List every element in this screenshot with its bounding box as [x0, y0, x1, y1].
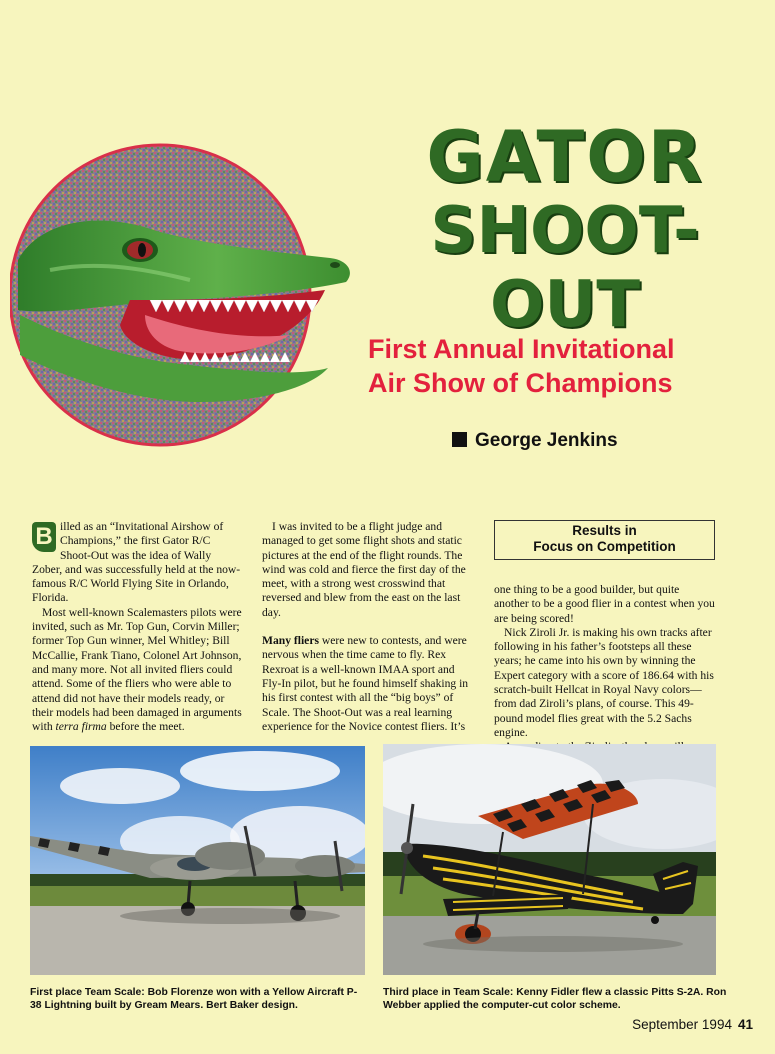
- text-column-2: [262, 520, 474, 734]
- title-line-2: SHOOT-OUT: [430, 194, 700, 342]
- p38-photo: [30, 746, 365, 975]
- paragraph: one thing to be a good builder, but quite another to be a good flier in a contest when you are being scored!: [494, 583, 715, 625]
- byline: [452, 430, 618, 452]
- photo-caption-1: First place Team Scale: Bob Florenze won with a Yellow Aircraft P-38 Lightning built by Gream Mears. Bert Baker design.: [30, 987, 358, 1011]
- drop-cap: B: [32, 522, 56, 552]
- byline-square-icon: [452, 432, 467, 447]
- paragraph: B illed as an “Invitational Airshow of Champions,” the first Gator R/C Shoot-Out was the idea of Wally Zober, and was successfully held at the now-famous R/C World Flying Site in Orlando, Florida.: [32, 520, 241, 605]
- paragraph: I was invited to be a flight judge and managed to get some flight shots and static pictures at the end of the flight rounds. The wind was cold and fierce the first day of the meet, with a strong west crosswind that reversed and blew from the east on the last day.: [262, 520, 466, 619]
- subtitle-line-1: First Annual Invitational: [368, 334, 675, 364]
- photo-caption-2: Third place in Team Scale: Kenny Fidler flew a classic Pitts S-2A. Ron Webber applied the computer-cut color scheme.: [383, 987, 727, 1011]
- paragraph: Most well-known Scalemasters pilots were invited, such as Mr. Top Gun, Corvin Miller; former Top Gun winner, Mel Whitley; Bill McCallie, Frank Tiano, Colonel Art Johnson, and many more. Not all invited fliers could attend. Some of the fliers who were able to attend did not have their models ready, or their models had been damaged in arguments with terra firma before the meet.: [32, 605, 242, 734]
- text-column-3: [494, 583, 716, 755]
- text-column-1: [32, 520, 244, 734]
- paragraph: Many fliers were new to contests, and were nervous when the time came to fly. Rex Rexroat is a well-known IMAA sport and Fly-In pilot, but he found himself shaking in his first contest with all the “big boys” of Scale. The Shoot-Out was a real learning experience for the Novice contest fliers. It’s: [262, 634, 469, 733]
- results-box-line-2: Focus on Competition: [533, 539, 676, 554]
- author-name: George Jenkins: [475, 430, 618, 451]
- issue-date: September 1994: [632, 1017, 732, 1032]
- page-number: 41: [737, 1017, 753, 1032]
- paragraph: Nick Ziroli Jr. is making his own tracks after following in his father’s footsteps all these years; he came into his own by winning the Expert category with a score of 186.64 with his scratch-built Hellcat in Royal Navy colors—from dad Ziroli’s plans, of course. This 49-pound model flies great with the 5.2 Sachs engine.: [494, 625, 714, 739]
- article-subtitle: [368, 332, 768, 400]
- results-box-line-1: Results in: [572, 523, 637, 538]
- subtitle-line-2: Air Show of Champions: [368, 368, 673, 398]
- page-folio: [632, 1017, 753, 1032]
- title-line-1: GATOR: [426, 116, 704, 198]
- article-title: [365, 116, 765, 342]
- gator-illustration: [10, 140, 355, 460]
- pitts-photo: [383, 744, 716, 975]
- results-box: [494, 520, 715, 560]
